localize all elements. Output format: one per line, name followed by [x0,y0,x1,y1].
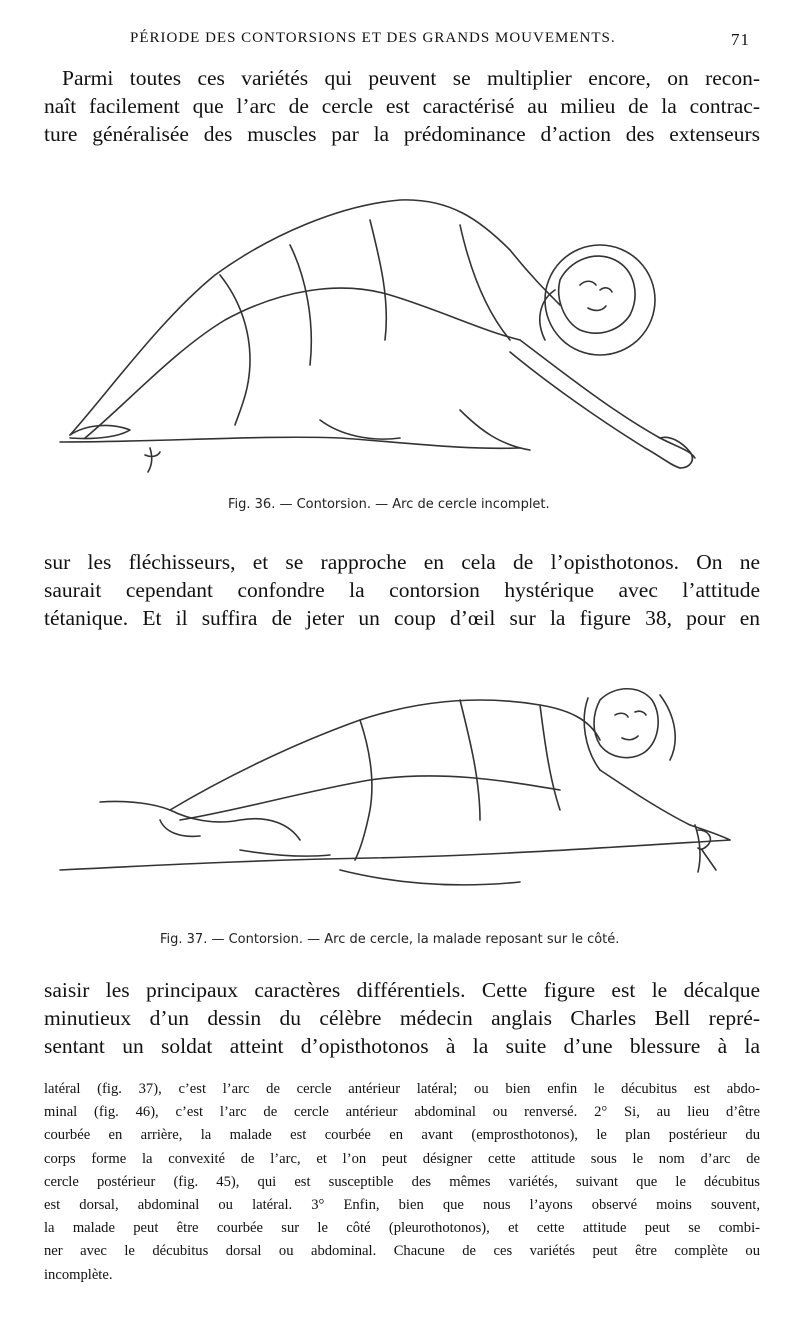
paragraph-bottom [44,976,760,1060]
text-line: sur les fléchisseurs, et se rapproche en cela de l’opisthotonos. On ne [44,550,760,574]
footnote-line: la malade peut être courbée sur le côté (pleurothotonos), et cette attitude peut se combi- [44,1220,760,1237]
text-line: ture généralisée des muscles par la prédominance d’action des extenseurs [44,122,760,146]
page-number: 71 [731,30,750,49]
text-line: minutieux d’un dessin du célèbre médecin anglais Charles Bell repré- [44,1006,760,1030]
text-line: Parmi toutes ces variétés qui peuvent se multiplier encore, on recon- [62,66,760,90]
running-title: PÉRIODE DES CONTORSIONS ET DES GRANDS MOUVEMENTS. [130,30,616,46]
figure-36-illustration [40,180,760,480]
footnote-line: corps forme la convexité de l’arc, et l’on peut désigner cette attitude sous le nom d’arc de [44,1150,760,1167]
text-line: tétanique. Et il suffira de jeter un coup d’œil sur la figure 38, pour en [44,606,760,630]
text-line: sentant un soldat atteint d’opisthotonos à la suite d’une blessure à la [44,1034,760,1058]
footnote-line: cercle postérieur (fig. 45), qui est susceptible des mêmes variétés, suivant que le décubitus [44,1173,760,1190]
text-line: saurait cependant confondre la contorsion hystérique avec l’attitude [44,578,760,602]
paragraph-top [44,64,760,148]
footnote-line: latéral (fig. 37), c’est l’arc de cercle antérieur latéral; ou bien enfin le décubitus est abdo- [44,1081,760,1097]
figure-36-caption: Fig. 36. — Contorsion. — Arc de cercle incomplet. [228,497,550,512]
footnote-line: ner avec le décubitus dorsal ou abdominal. Chacune de ces variétés peut être complète ou [44,1243,760,1260]
footnote-line: minal (fig. 46), c’est l’arc de cercle antérieur abdominal ou renversé. 2° Si, au lieu d’être [44,1104,760,1121]
figure-37-caption: Fig. 37. — Contorsion. — Arc de cercle, la malade reposant sur le côté. [160,932,620,947]
footnote-line: incomplète. [44,1266,113,1283]
text-line: saisir les principaux caractères différentiels. Cette figure est le décalque [44,978,760,1002]
running-header [0,30,800,54]
footnote-line: est dorsal, abdominal ou latéral. 3° Enfin, bien que nous l’ayons observé moins souvent, [44,1197,760,1214]
footnote-line: courbée en arrière, la malade est courbée en avant (emprosthotonos), le plan postérieur du [44,1127,760,1144]
figure-37-illustration [40,660,760,910]
paragraph-middle [44,548,760,632]
text-line: naît facilement que l’arc de cercle est caractérisé au milieu de la contrac- [44,94,760,118]
footnote [44,1078,760,1287]
